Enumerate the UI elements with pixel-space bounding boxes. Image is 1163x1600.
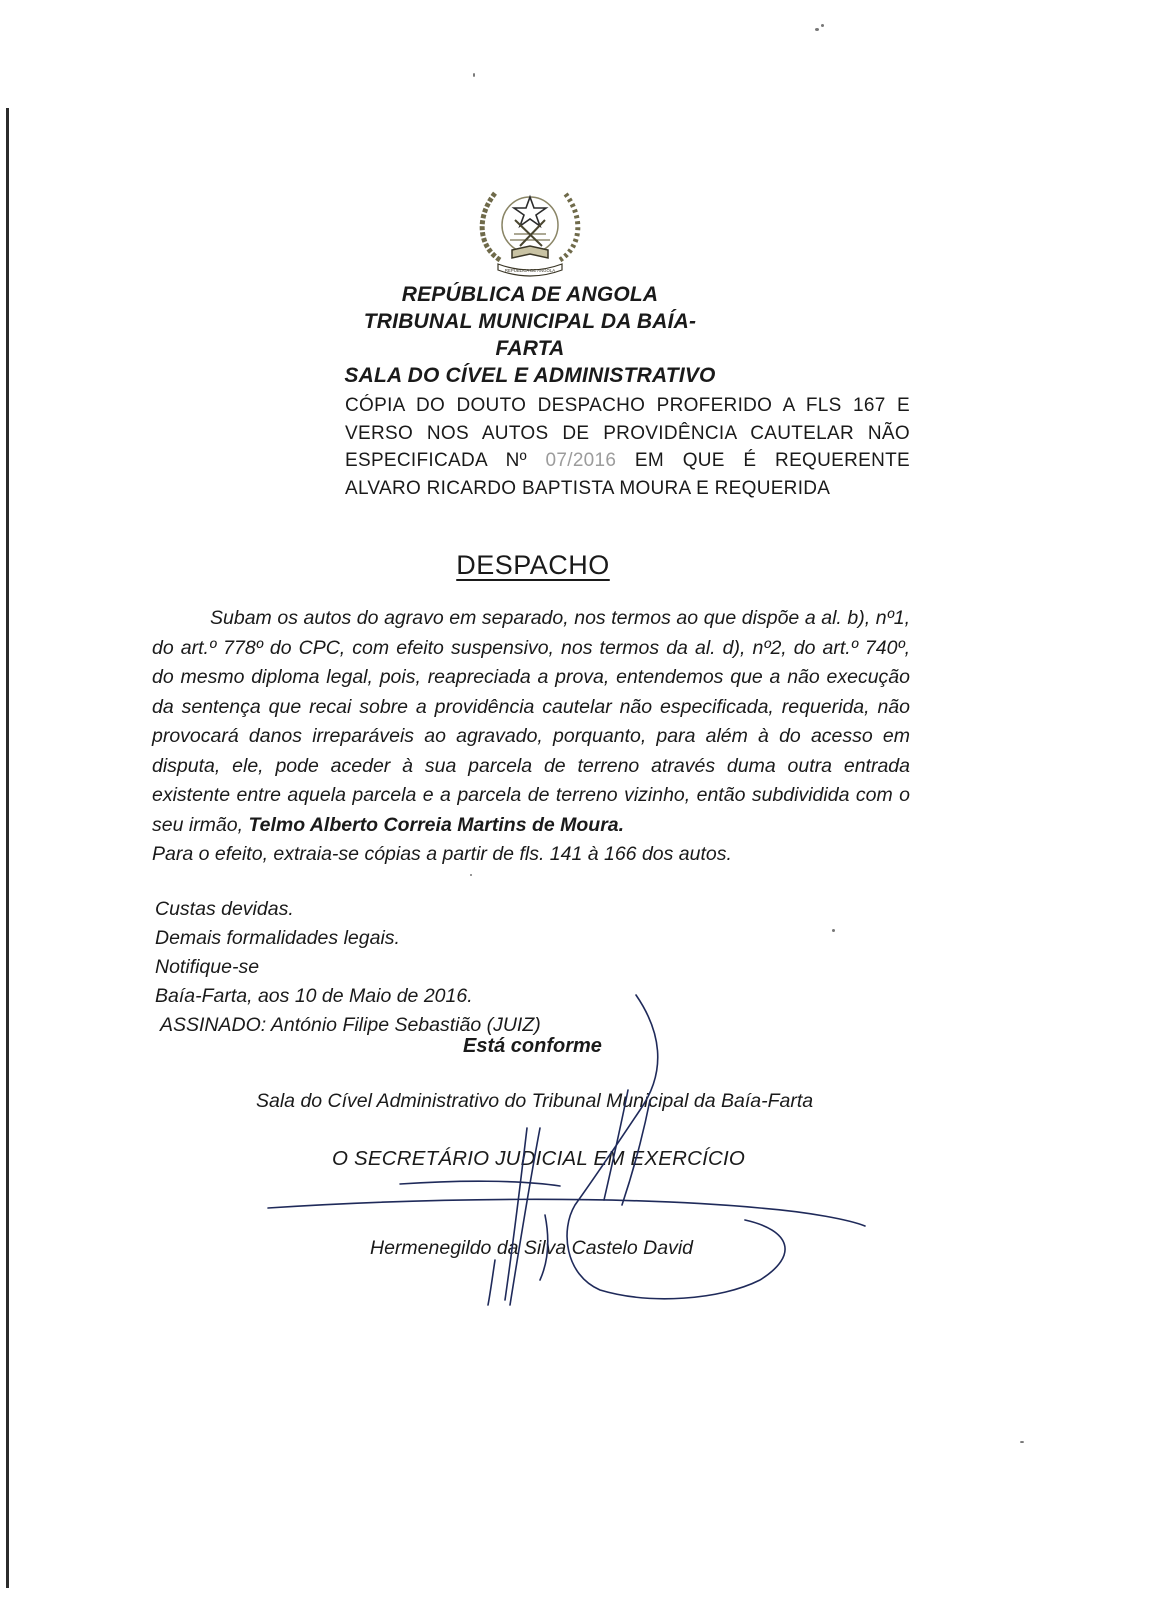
secretario-name: Hermenegildo da Silva Castelo David <box>370 1237 693 1259</box>
scan-speck <box>473 73 475 77</box>
body-paragraph-1-text: Subam os autos do agravo em separado, nos termos ao que dispõe a al. b), nº1, do art.º 778º do CPC, com efeito suspensivo, nos termos da al. d), nº2, do art.º 740º, do mesmo diploma legal, pois, reapreciada a prova, entendemos que a não execução da sentença que recai sobre a providência cautelar não especificada, requerida, não provocará danos irreparáveis ao agravado, porquanto, para além à do acesso em disputa, ele, pode aceder à sua parcela de terreno através duma outra entrada existente entre aquela parcela e a parcela de terreno vizinho, então subdividida com o seu irmão, <box>152 607 910 836</box>
formalidades-line: Demais formalidades legais. <box>155 927 400 949</box>
esta-conforme: Está conforme <box>463 1035 602 1057</box>
body-paragraph-2: Para o efeito, extraia-se cópias a partir de fls. 141 à 166 dos autos. <box>152 843 732 865</box>
process-number: 07/2016 <box>545 450 617 471</box>
header-sala: SALA DO CÍVEL E ADMINISTRATIVO <box>344 364 716 387</box>
despacho-body <box>152 604 910 870</box>
document-header <box>330 281 730 389</box>
emblem-ribbon-text: REPÚBLICA DE ANGOLA <box>504 268 556 273</box>
assinado-line: ASSINADO: António Filipe Sebastião (JUIZ) <box>160 1014 541 1036</box>
header-republic: REPÚBLICA DE ANGOLA <box>401 283 659 306</box>
brother-name: Telmo Alberto Correia Martins de Moura. <box>248 813 625 836</box>
scan-speck <box>832 929 835 932</box>
scan-speck <box>470 874 472 876</box>
intro-paragraph <box>345 392 910 502</box>
scan-margin-line <box>6 108 9 1588</box>
custas-line: Custas devidas. <box>155 898 294 920</box>
intro-text-part1: CÓPIA DO DOUTO DESPACHO PROFERIDO A FLS 167 E VERSO NOS AUTOS DE PROVIDÊNCIA CAUTELAR NÃO ESPECIFICADA Nº <box>345 395 910 471</box>
scan-speck <box>821 24 824 27</box>
despacho-title: DESPACHO <box>456 550 610 580</box>
scan-speck <box>815 28 819 31</box>
body-paragraph-1 <box>152 604 910 840</box>
sala-line: Sala do Cível Administrativo do Tribunal Municipal da Baía-Farta <box>256 1090 814 1112</box>
closing-block <box>155 895 541 1040</box>
place-date-line: Baía-Farta, aos 10 de Maio de 2016. <box>155 985 473 1007</box>
intro-text-part2: EM QUE É REQUERENTE ALVARO RICARDO BAPTISTA MOURA E REQUERIDA <box>345 450 911 499</box>
scan-speck <box>1020 1441 1024 1443</box>
secretario-role: O SECRETÁRIO JUDICIAL EM EXERCÍCIO <box>332 1147 746 1170</box>
notifique-line: Notifique-se <box>155 956 260 978</box>
header-tribunal: TRIBUNAL MUNICIPAL DA BAÍA-FARTA <box>363 310 697 360</box>
angola-coat-of-arms-icon <box>470 180 590 280</box>
